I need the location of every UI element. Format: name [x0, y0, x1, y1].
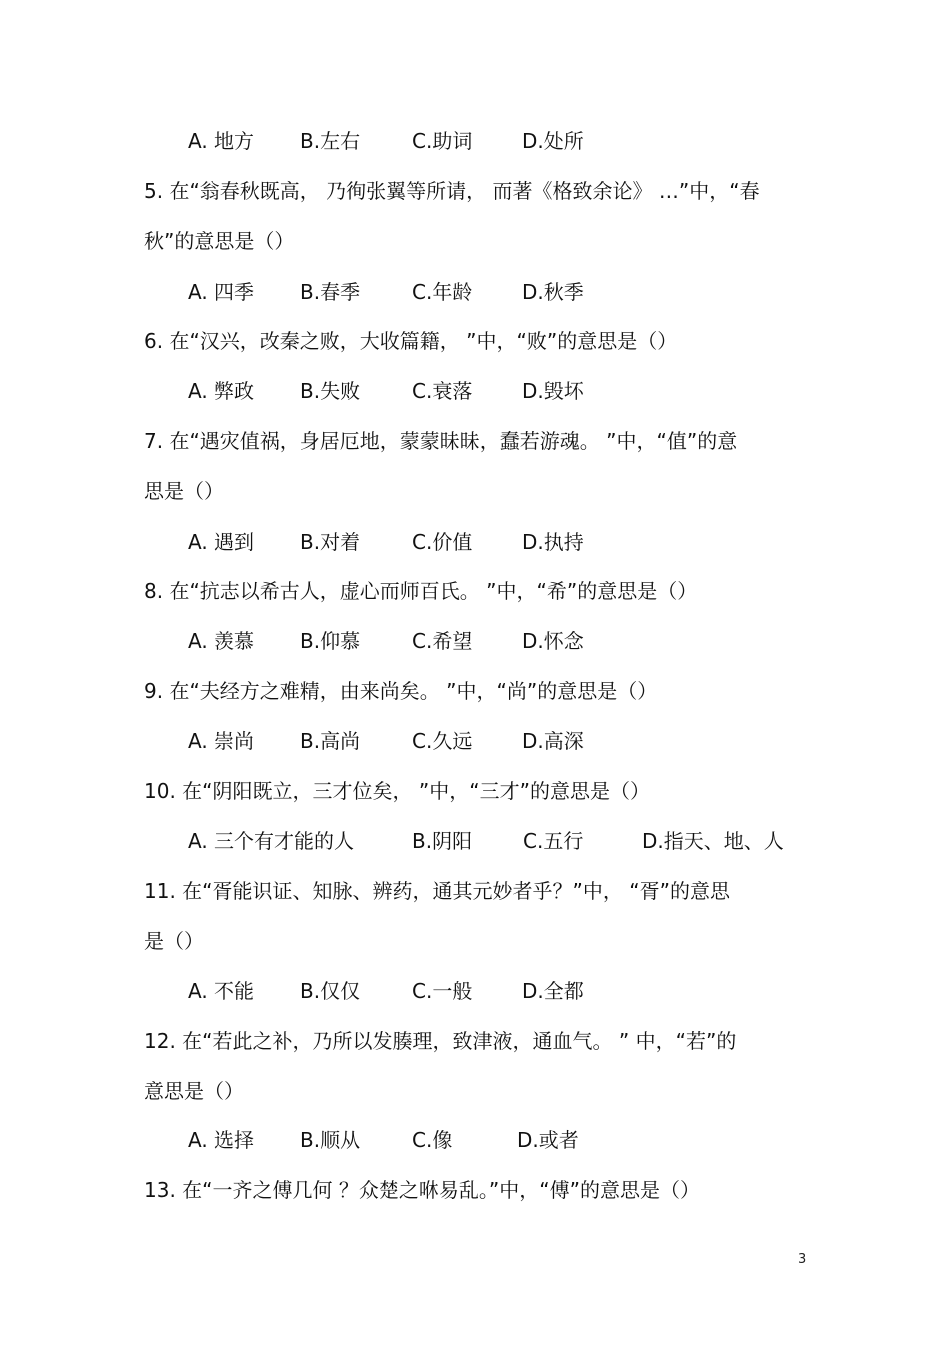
q11-option-d: D.全都	[522, 979, 584, 1003]
q8-option-a: A. 羡慕	[188, 629, 255, 653]
page-number: 3	[798, 1252, 807, 1267]
q7-text-line2: 思是（）	[144, 479, 224, 503]
q11-option-b: B.仅仅	[300, 979, 361, 1003]
q4-option-c: C.助词	[412, 129, 473, 153]
q11-text-line2: 是（）	[144, 929, 204, 953]
q7-text-line1: 7. 在“遇灾值祸，身居厄地，蒙蒙昧昧，蠢若游魂。 ”中，“值”的意	[144, 429, 738, 453]
q4-option-a: A. 地方	[188, 129, 255, 153]
q5-option-d: D.秋季	[522, 280, 584, 304]
q11-option-a: A. 不能	[188, 979, 255, 1003]
q5-option-b: B.春季	[300, 280, 361, 304]
q9-option-b: B.高尚	[300, 729, 361, 753]
q8-option-b: B.仰慕	[300, 629, 361, 653]
q9-option-d: D.高深	[522, 729, 584, 753]
q10-option-d: D.指天、地、人	[642, 829, 784, 853]
q8-option-d: D.怀念	[522, 629, 584, 653]
q10-option-b: B.阴阳	[412, 829, 473, 853]
q8-option-c: C.希望	[412, 629, 473, 653]
q12-option-a: A. 选择	[188, 1128, 255, 1152]
q9-text-line1: 9. 在“夫经方之难精，由来尚矣。 ”中，“尚”的意思是（）	[144, 679, 658, 703]
q9-option-a: A. 崇尚	[188, 729, 255, 753]
q6-option-a: A. 弊政	[188, 379, 255, 403]
q10-option-a: A. 三个有才能的人	[188, 829, 355, 853]
q7-option-b: B.对着	[300, 530, 361, 554]
q10-option-c: C.五行	[523, 829, 584, 853]
q4-option-b: B.左右	[300, 129, 361, 153]
q5-text-line1: 5. 在“翁春秋既高， 乃徇张翼等所请， 而著《格致余论》 …”中，“春	[144, 179, 760, 203]
q12-text-line1: 12. 在“若此之补，乃所以发腠理，致津液，通血气。 ” 中，“若”的	[144, 1029, 737, 1053]
q5-option-a: A. 四季	[188, 280, 255, 304]
q6-option-c: C.衰落	[412, 379, 473, 403]
q11-text-line1: 11. 在“胥能识证、知脉、辨药，通其元妙者乎？”中， “胥”的意思	[144, 879, 730, 903]
q13-text-line1: 13. 在“一齐之傅几何 ？众楚之咻易乱。”中，“傅”的意思是（）	[144, 1178, 700, 1202]
q8-text-line1: 8. 在“抗志以希古人，虚心而师百氏。 ”中，“希”的意思是（）	[144, 579, 698, 603]
q12-option-c: C.像	[412, 1128, 453, 1152]
q7-option-a: A. 遇到	[188, 530, 255, 554]
q7-option-d: D.执持	[522, 530, 584, 554]
q6-text-line1: 6. 在“汉兴，改秦之败，大收篇籍， ”中，“败”的意思是（）	[144, 329, 678, 353]
q10-text-line1: 10. 在“阴阳既立，三才位矣， ”中，“三才”的意思是（）	[144, 779, 650, 803]
q9-option-c: C.久远	[412, 729, 473, 753]
q5-option-c: C.年龄	[412, 280, 473, 304]
q12-option-d: D.或者	[517, 1128, 579, 1152]
q12-text-line2: 意思是（）	[144, 1079, 244, 1103]
q4-option-d: D.处所	[522, 129, 584, 153]
q6-option-b: B.失败	[300, 379, 361, 403]
q5-text-line2: 秋”的意思是（）	[144, 229, 295, 253]
q12-option-b: B.顺从	[300, 1128, 361, 1152]
q6-option-d: D.毁坏	[522, 379, 584, 403]
q7-option-c: C.价值	[412, 530, 473, 554]
q11-option-c: C.一般	[412, 979, 473, 1003]
